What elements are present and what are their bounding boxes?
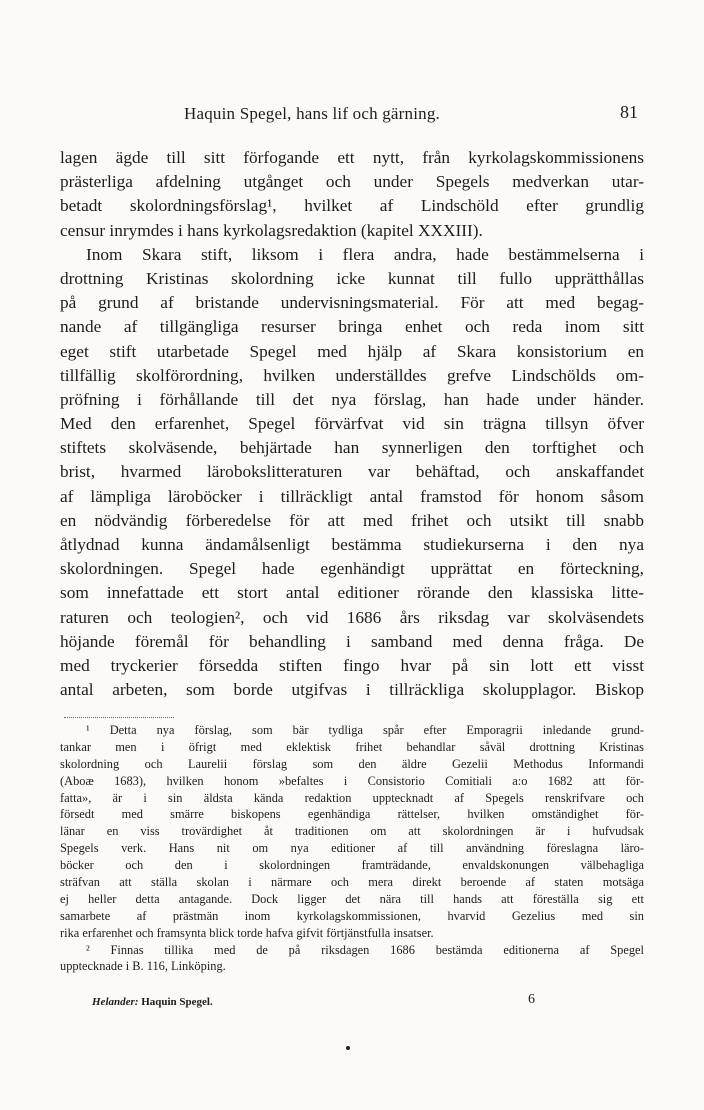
body-line: drottning Kristinas skolordning icke kunnat till fullo upprätthållas — [60, 268, 644, 288]
footnote-line: böcker och den i skolordningen framträdande, envaldskonungen välbehagliga — [60, 858, 644, 873]
body-line: pröfning i förhållande till det nya förslag, han hade under händer. — [60, 389, 644, 409]
body-line: nande af tillgängliga resurser bringa enhet och reda inom sitt — [60, 317, 644, 337]
body-line: Med den erfarenhet, Spegel förvärfvat vid sin trägna tillsyn öfver — [60, 414, 644, 434]
body-line: lagen ägde till sitt förfogande ett nytt, från kyrkolagskommissionens — [60, 148, 644, 167]
body-line: skolordningen. Spegel hade egenhändigt upprättat en förteckning, — [60, 559, 644, 579]
footnote-line: rika erfarenhet och framsynta blick torde hafva gifvit förtjänstfulla insatser. — [60, 925, 434, 940]
footnote-line: länar en viss trovärdighet åt traditionen om att skolordningen är i hufvudsak — [60, 824, 644, 839]
body-line: en nödvändig förberedelse för att med frihet och utsikt till snabb — [60, 510, 644, 530]
stray-dot — [346, 1046, 350, 1050]
body-line: af lämpliga läroböcker i tillräckligt antal framstod för honom såsom — [60, 486, 644, 506]
footnote-line: ² Finnas tillika med de på riksdagen 1686 bestämda editionerna af Spegel — [86, 942, 644, 957]
footnote-line: sträfvan att ställa skolan i närmare och mera direkt beroende af staten motsäga — [60, 875, 644, 890]
footnote-line: försedt med smärre biskopens egenhändiga rättelser, hvilken omständighet för- — [60, 807, 644, 822]
footnote-line: upptecknade i B. 116, Linköping. — [60, 959, 226, 974]
footnote-line: (Aboæ 1683), hvilken honom »befaltes i Consistorio Comitiali a:o 1682 att för- — [60, 773, 644, 788]
body-line: höjande föremål för behandling i samband med denna fråga. De — [60, 631, 644, 651]
footnote-line: Spegels verk. Hans nit om nya editioner af till användning föreslagna läro- — [60, 841, 644, 856]
footnote-line: skolordning och Laurelii förslag som den äldre Gezelii Methodus Informandi — [60, 756, 644, 771]
footnote-line: tankar men i öfrigt med eklektisk frihet behandlar såväl drottning Kristinas — [60, 739, 644, 754]
body-line: som innefattade ett stort antal editioner rörande den klassiska litte- — [60, 583, 644, 603]
sheet-mark: 6 — [528, 992, 535, 1007]
signature-title: Haquin Spegel. — [141, 996, 213, 1008]
signature-author: Helander: — [92, 996, 139, 1008]
body-line: med tryckerier försedda stiften fingo hvar på sin lott ett visst — [60, 655, 644, 675]
body-line: brist, hvarmed lärobokslitteraturen var behäftad, och anskaffandet — [60, 462, 644, 482]
body-line: åtlydnad kunna ändamålsenligt bestämma studiekurserna i den nya — [60, 535, 644, 554]
body-line: Inom Skara stift, liksom i flera andra, hade bestämmelserna i — [86, 244, 644, 264]
body-line: tillfällig skolförordning, hvilken underställdes grefve Lindschölds om- — [60, 365, 644, 385]
body-line: på grund af bristande undervisningsmaterial. För att med begag- — [60, 293, 644, 313]
running-head — [60, 104, 644, 128]
body-line: antal arbeten, som borde utgifvas i tillräckliga skolupplagor. Biskop — [60, 680, 644, 700]
body-line: betadt skolordningsförslag¹, hvilket af Lindschöld efter grundlig — [60, 196, 644, 216]
body-text — [60, 146, 644, 702]
running-title: Haquin Spegel, hans lif och gärning. — [184, 104, 441, 123]
footnote-divider — [64, 717, 174, 718]
body-line: prästerliga afdelning utgånget och under Spegels medverkan utar- — [60, 172, 644, 192]
footnote-line: ej heller detta antagande. Dock ligger det nära till hands att föreställa sig ett — [60, 891, 644, 906]
body-line: raturen och teologien², och vid 1686 års riksdag var skolväsendets — [60, 607, 644, 627]
printer-signature — [92, 996, 213, 1008]
footnote-line: samarbete af prästmän inom kyrkolagskommissionen, hvarvid Gezelius med sin — [60, 908, 644, 923]
footnotes — [60, 722, 644, 975]
body-line: censur inrymdes i hans kyrkolagsredaktion (kapitel XXXIII). — [60, 220, 483, 240]
body-line: stiftets skolväsende, behjärtade han synnerligen den torftighet och — [60, 438, 644, 458]
body-line: eget stift utarbetade Spegel med hjälp af Skara konsistorium en — [60, 341, 644, 361]
page-number: 81 — [620, 102, 638, 122]
footnote-line: ¹ Detta nya förslag, som bär tydliga spår efter Emporagrii inledande grund- — [86, 723, 644, 737]
footnote-line: fatta», är i sin äldsta kända redaktion upptecknadt af Spegels renskrifvare och — [60, 790, 644, 805]
